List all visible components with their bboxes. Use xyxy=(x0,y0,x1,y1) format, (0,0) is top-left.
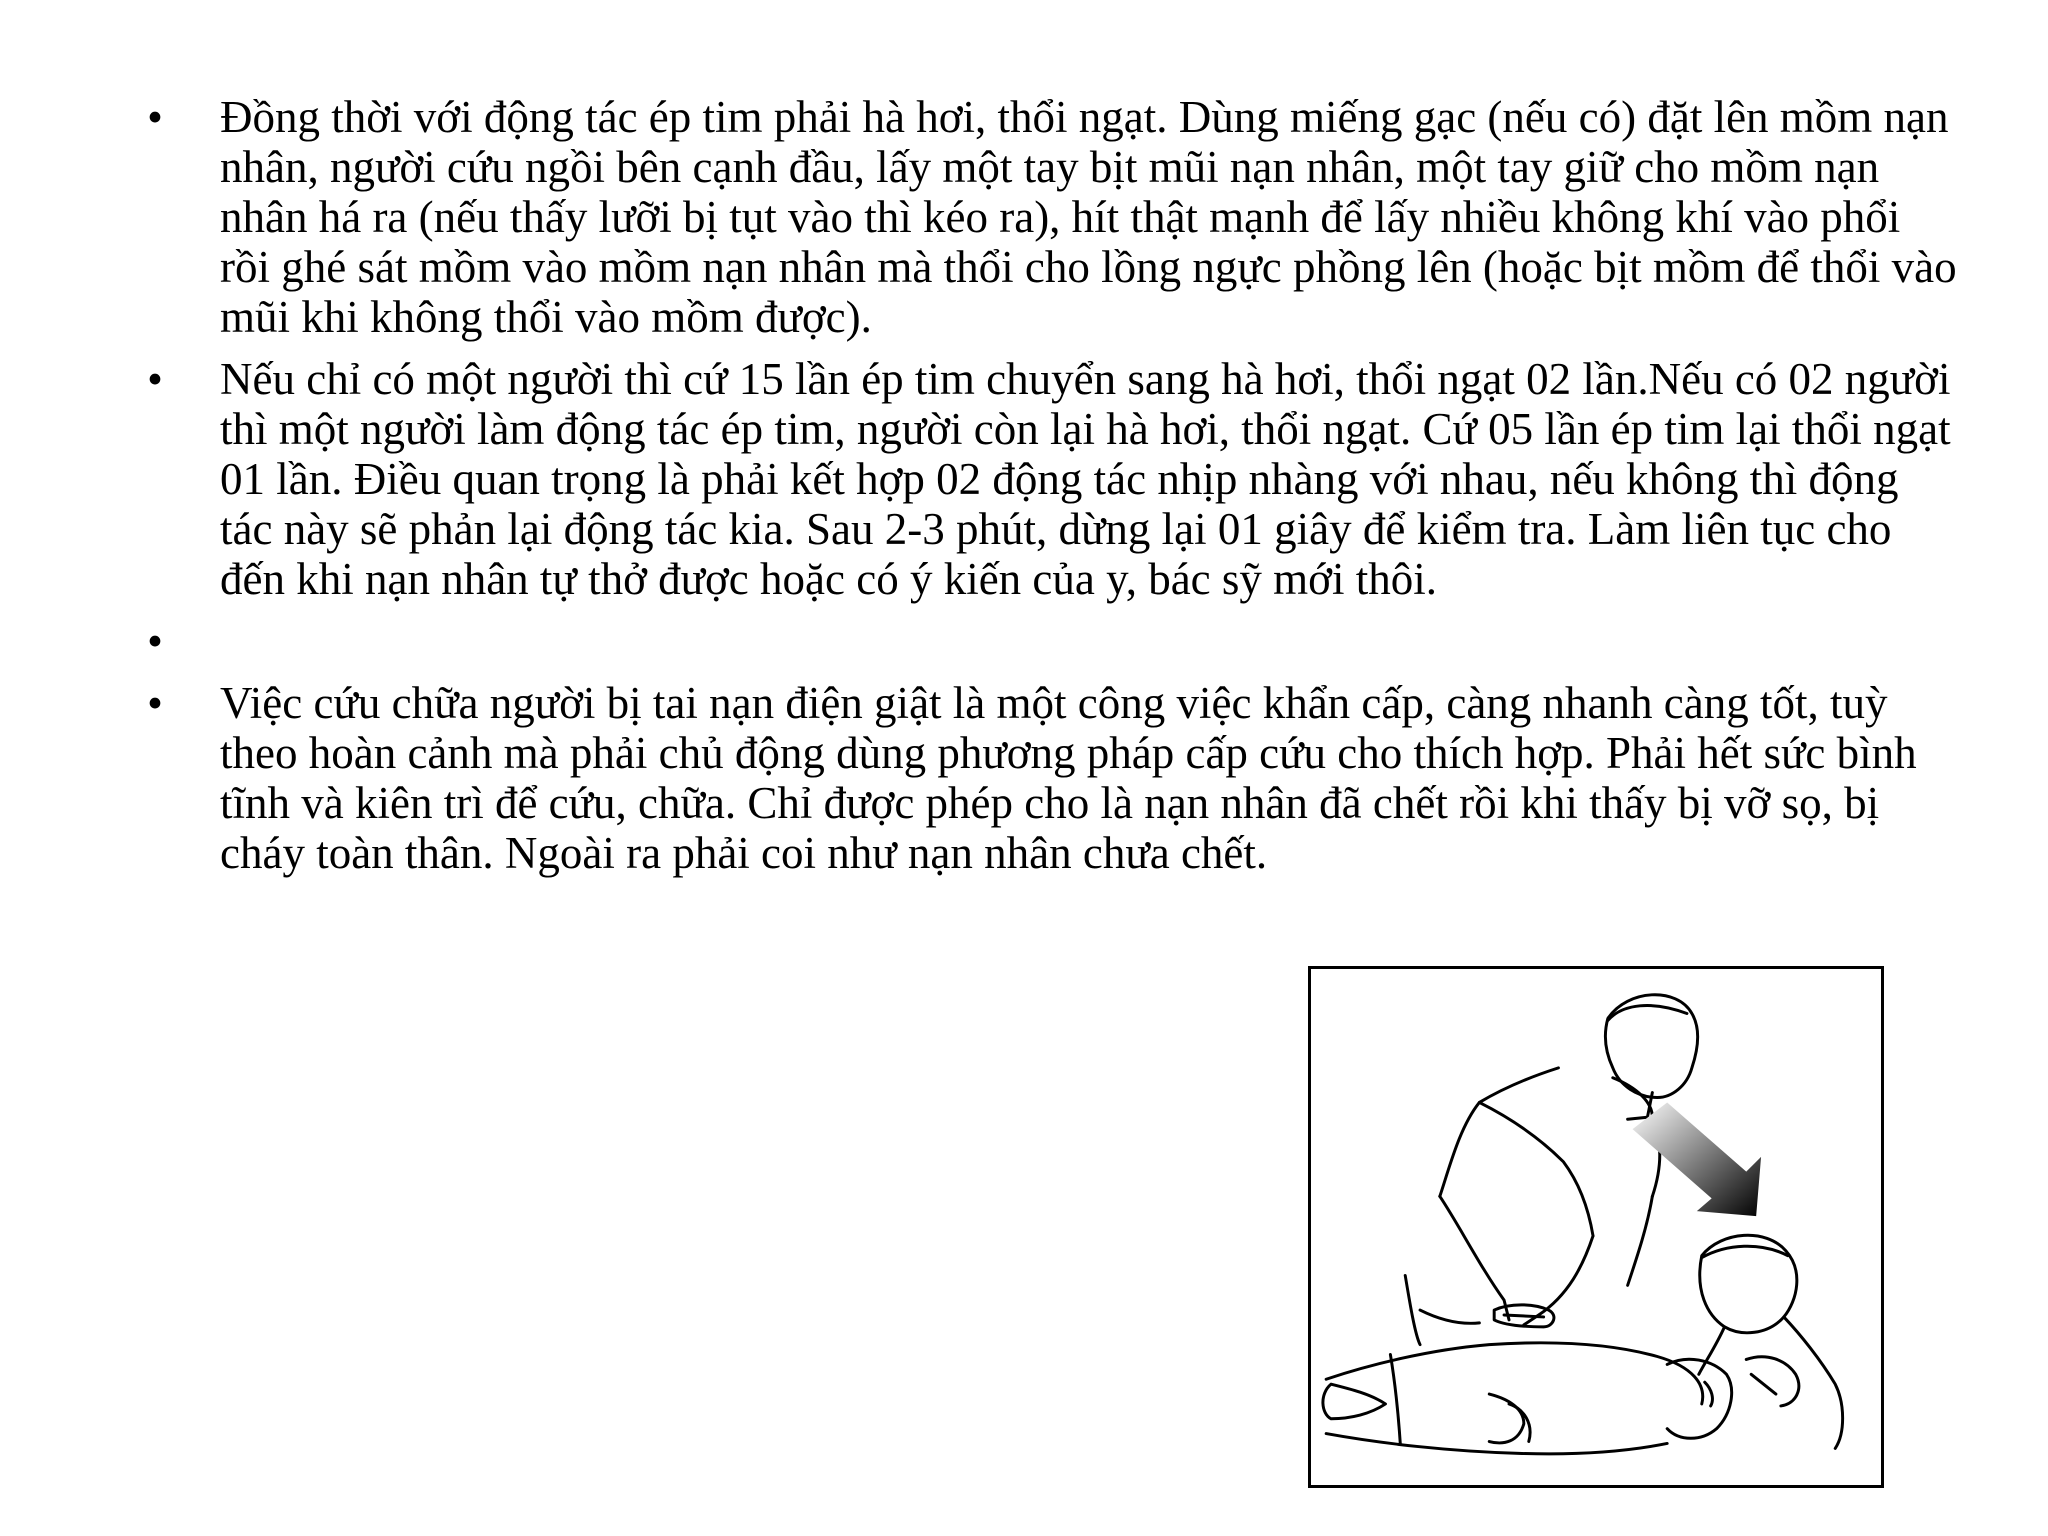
bullet-item xyxy=(140,354,1960,604)
bullet-marker: • xyxy=(147,678,163,728)
bullet-item-empty xyxy=(140,616,1960,666)
bullet-list xyxy=(140,92,1960,890)
bullet-text: Nếu chỉ có một người thì cứ 15 lần ép tim chuyển sang hà hơi, thổi ngạt 02 lần.Nếu có 02 người thì một người làm động tác ép tim, người còn lại hà hơi, thổi ngạt. Cứ 05 lần ép tim lại thổi ngạt 01 lần. Điều quan trọng là phải kết hợp 02 động tác nhịp nhàng với nhau, nếu không thì động tác này sẽ phản lại động tác kia. Sau 2-3 phút, dừng lại 01 giây để kiểm tra. Làm liên tục cho đến khi nạn nhân tự thở được hoặc có ý kiến của y, bác sỹ mới thôi. xyxy=(220,354,1951,604)
cpr-illustration xyxy=(1308,966,1884,1488)
bullet-marker: • xyxy=(147,616,163,666)
cpr-chest-compression-icon xyxy=(1311,969,1881,1485)
bullet-marker: • xyxy=(147,92,163,142)
bullet-marker: • xyxy=(147,354,163,404)
bullet-item xyxy=(140,678,1960,878)
bullet-text: Đồng thời với động tác ép tim phải hà hơi, thổi ngạt. Dùng miếng gạc (nếu có) đặt lên mồm nạn nhân, người cứu ngồi bên cạnh đầu, lấy một tay bịt mũi nạn nhân, một tay giữ cho mồm nạn nhân há ra (nếu thấy lưỡi bị tụt vào thì kéo ra), hít thật mạnh để lấy nhiều không khí vào phổi rồi ghé sát mồm vào mồm nạn nhân mà thổi cho lồng ngực phồng lên (hoặc bịt mồm để thổi vào mũi khi không thổi vào mồm được). xyxy=(220,92,1957,342)
bullet-text: Việc cứu chữa người bị tai nạn điện giật là một công việc khẩn cấp, càng nhanh càng tốt, tuỳ theo hoàn cảnh mà phải chủ động dùng phương pháp cấp cứu cho thích hợp. Phải hết sức bình tĩnh và kiên trì để cứu, chữa. Chỉ được phép cho là nạn nhân đã chết rồi khi thấy bị vỡ sọ, bị cháy toàn thân. Ngoài ra phải coi như nạn nhân chưa chết. xyxy=(220,678,1917,878)
bullet-item xyxy=(140,92,1960,342)
